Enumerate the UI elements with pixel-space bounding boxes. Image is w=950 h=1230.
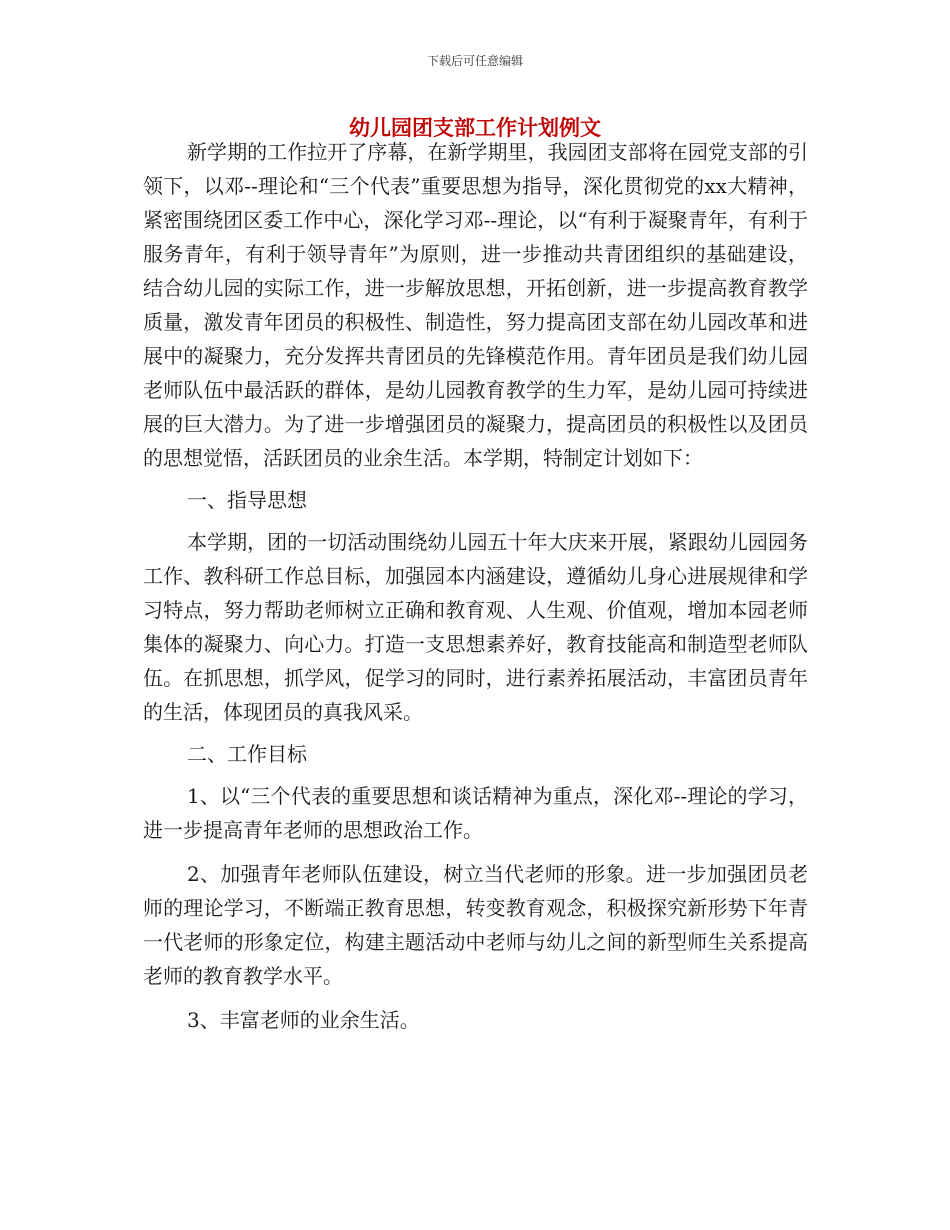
section-heading-guiding-thought: 一、指导思想 bbox=[187, 488, 307, 512]
intro-paragraph: 新学期的工作拉开了序幕，在新学期里，我园团支部将在园党支部的引领下，以邓--理论和“三个代表”重要思想为指导，深化贯彻党的xx大精神，紧密围绕团区委工作中心，深化学习邓--理论，以“有利于凝聚青年，有利于服务青年，有利于领导青年”为原则，进一步推动共青团组织的基础建设，结合幼儿园的实际工作，进一步解放思想，开拓创新，进一步提高教育教学质量，激发青年团员的积极性、制造性，努力提高团支部在幼儿园改革和进展中的凝聚力，充分发挥共青团员的先锋模范作用。青年团员是我们幼儿园老师队伍中最活跃的群体，是幼儿园教育教学的生力军，是幼儿园可持续进展的巨大潜力。为了进一步增强团员的凝聚力，提高团员的积极性以及团员的思想觉悟，活跃团员的业余生活。本学期，特制定计划如下： bbox=[143, 140, 808, 470]
goal-item-3: 3、丰富老师的业余生活。 bbox=[187, 1008, 420, 1032]
section-heading-work-goals: 二、工作目标 bbox=[187, 742, 307, 766]
document-title: 幼儿园团支部工作计划例文 bbox=[349, 116, 601, 140]
header-note: 下载后可任意编辑 bbox=[426, 54, 523, 68]
goal-item-1: 1、以“三个代表的重要思想和谈话精神为重点，深化邓--理论的学习，进一步提高青年老师的思想政治工作。 bbox=[143, 784, 808, 842]
guiding-thought-paragraph: 本学期，团的一切活动围绕幼儿园五十年大庆来开展，紧跟幼儿园园务工作、教科研工作总目标，加强园本内涵建设，遵循幼儿身心进展规律和学习特点，努力帮助老师树立正确和教育观、人生观、价值观，增加本园老师集体的凝聚力、向心力。打造一支思想素养好，教育技能高和制造型老师队伍。在抓思想，抓学风，促学习的同时，进行素养拓展活动，丰富团员青年的生活，体现团员的真我风采。 bbox=[143, 530, 808, 724]
document-body bbox=[143, 135, 808, 1037]
goal-item-2: 2、加强青年老师队伍建设，树立当代老师的形象。进一步加强团员老师的理论学习，不断端正教育思想，转变教育观念，积极探究新形势下年青一代老师的形象定位，构建主题活动中老师与幼儿之间的新型师生关系提高老师的教育教学水平。 bbox=[143, 862, 808, 988]
